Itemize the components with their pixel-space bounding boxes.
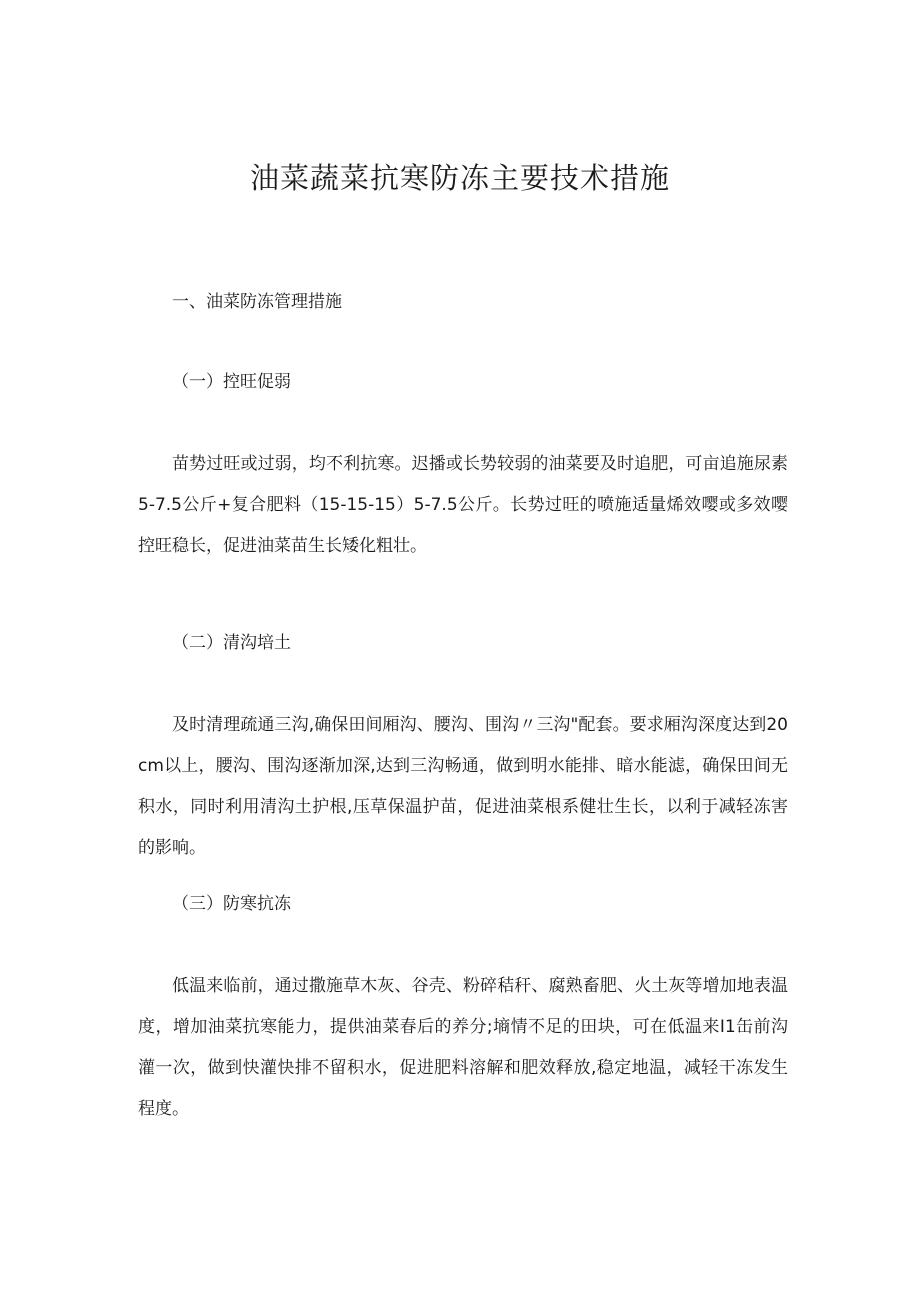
paragraph-1: 苗势过旺或过弱，均不利抗寒。迟播或长势较弱的油菜要及时追肥，可亩追施尿素5-7.5公斤+复合肥料（15-15-15）5-7.5公斤。长势过旺的喷施适量烯效嘤或多效嘤控旺稳长，促进油菜苗生长矮化粗壮。 [138,454,788,556]
section-heading-1: 一、油菜防冻管理措施 [172,292,342,312]
paragraph-2: 及时清理疏通三沟,确保田间厢沟、腰沟、围沟〃三沟"配套。要求厢沟深度达到20cm以上，腰沟、围沟逐渐加深,达到三沟畅通，做到明水能排、暗水能滤，确保田间无积水，同时利用清沟土护根,压草保温护苗，促进油菜根系健壮生长，以利于减轻冻害的影响。 [138,715,788,858]
subsection-heading-2: （二）清沟培土 [172,633,291,653]
subsection-heading-1: （一）控旺促弱 [172,372,291,392]
paragraph-3: 低温来临前，通过撒施草木灰、谷壳、粉碎秸秆、腐熟畜肥、火土灰等增加地表温度，增加油菜抗寒能力，提供油菜春后的养分;墒情不足的田块，可在低温来I1缶前沟灌一次，做到快灌快排不留积水，促进肥料溶解和肥效释放,稳定地温，减轻干冻发生程度。 [138,976,788,1119]
document-title: 油菜蔬菜抗寒防冻主要技术措施 [249,161,670,195]
subsection-heading-3: （三）防寒抗冻 [172,894,291,914]
